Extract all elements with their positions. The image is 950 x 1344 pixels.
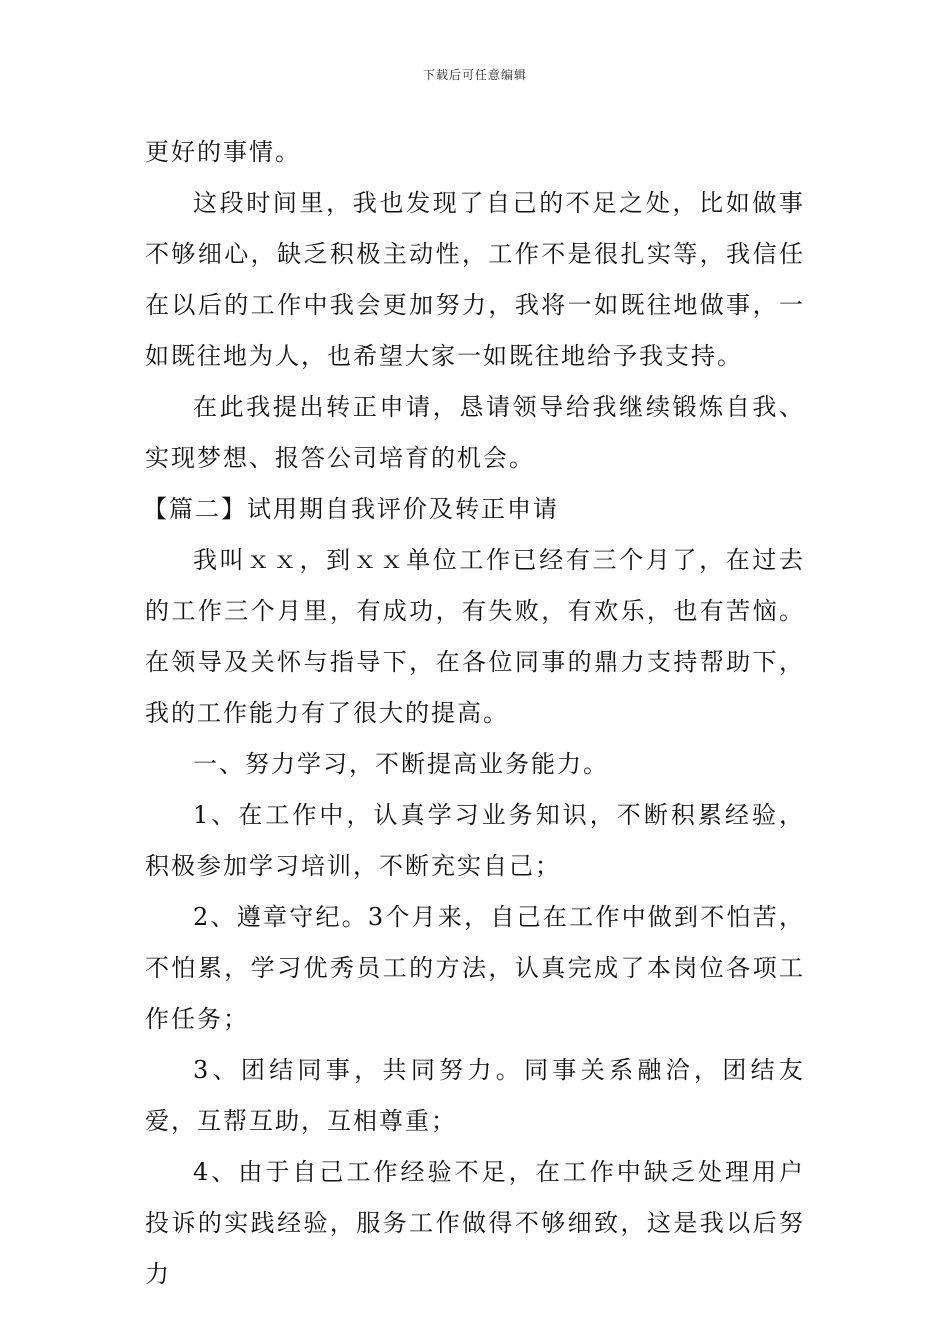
list-item: 3、团结同事，共同努力。同事关系融洽，团结友爱，互帮互助，互相尊重； [145,1056,805,1135]
header-note: 下载后可任意编辑 [422,68,527,82]
list-item: 4、由于自己工作经验不足，在工作中缺乏处理用户投诉的实践经验，服务工作做得不够细致，这是我以后努力 [145,1158,805,1288]
paragraph: 这段时间里，我也发现了自己的不足之处，比如做事不够细心，缺乏积极主动性，工作不是很扎实等，我信任在以后的工作中我会更加努力，我将一如既往地做事，一如既往地为人，也希望大家一如既往地给予我支持。 [145,189,805,370]
list-item: 2、遵章守纪。3个月来，自己在工作中做到不怕苦，不怕累，学习优秀员工的方法，认真完成了本岗位各项工作任务； [145,903,805,1033]
list-item: 1、在工作中，认真学习业务知识，不断积累经验，积极参加学习培训，不断充实自己； [145,801,805,880]
paragraph: 更好的事情。 [145,138,301,166]
document-body [145,127,805,1300]
paragraph: 我叫ｘｘ，到ｘｘ单位工作已经有三个月了，在过去的工作三个月里，有成功，有失败，有欢乐，也有苦恼。在领导及关怀与指导下，在各位同事的鼎力支持帮助下，我的工作能力有了很大的提高。 [145,546,805,727]
paragraph: 在此我提出转正申请，恳请领导给我继续锻炼自我、实现梦想、报答公司培育的机会。 [145,393,805,472]
section-heading: 【篇二】试用期自我评价及转正申请 [143,495,559,523]
paragraph: 一、努力学习，不断提高业务能力。 [193,750,609,778]
